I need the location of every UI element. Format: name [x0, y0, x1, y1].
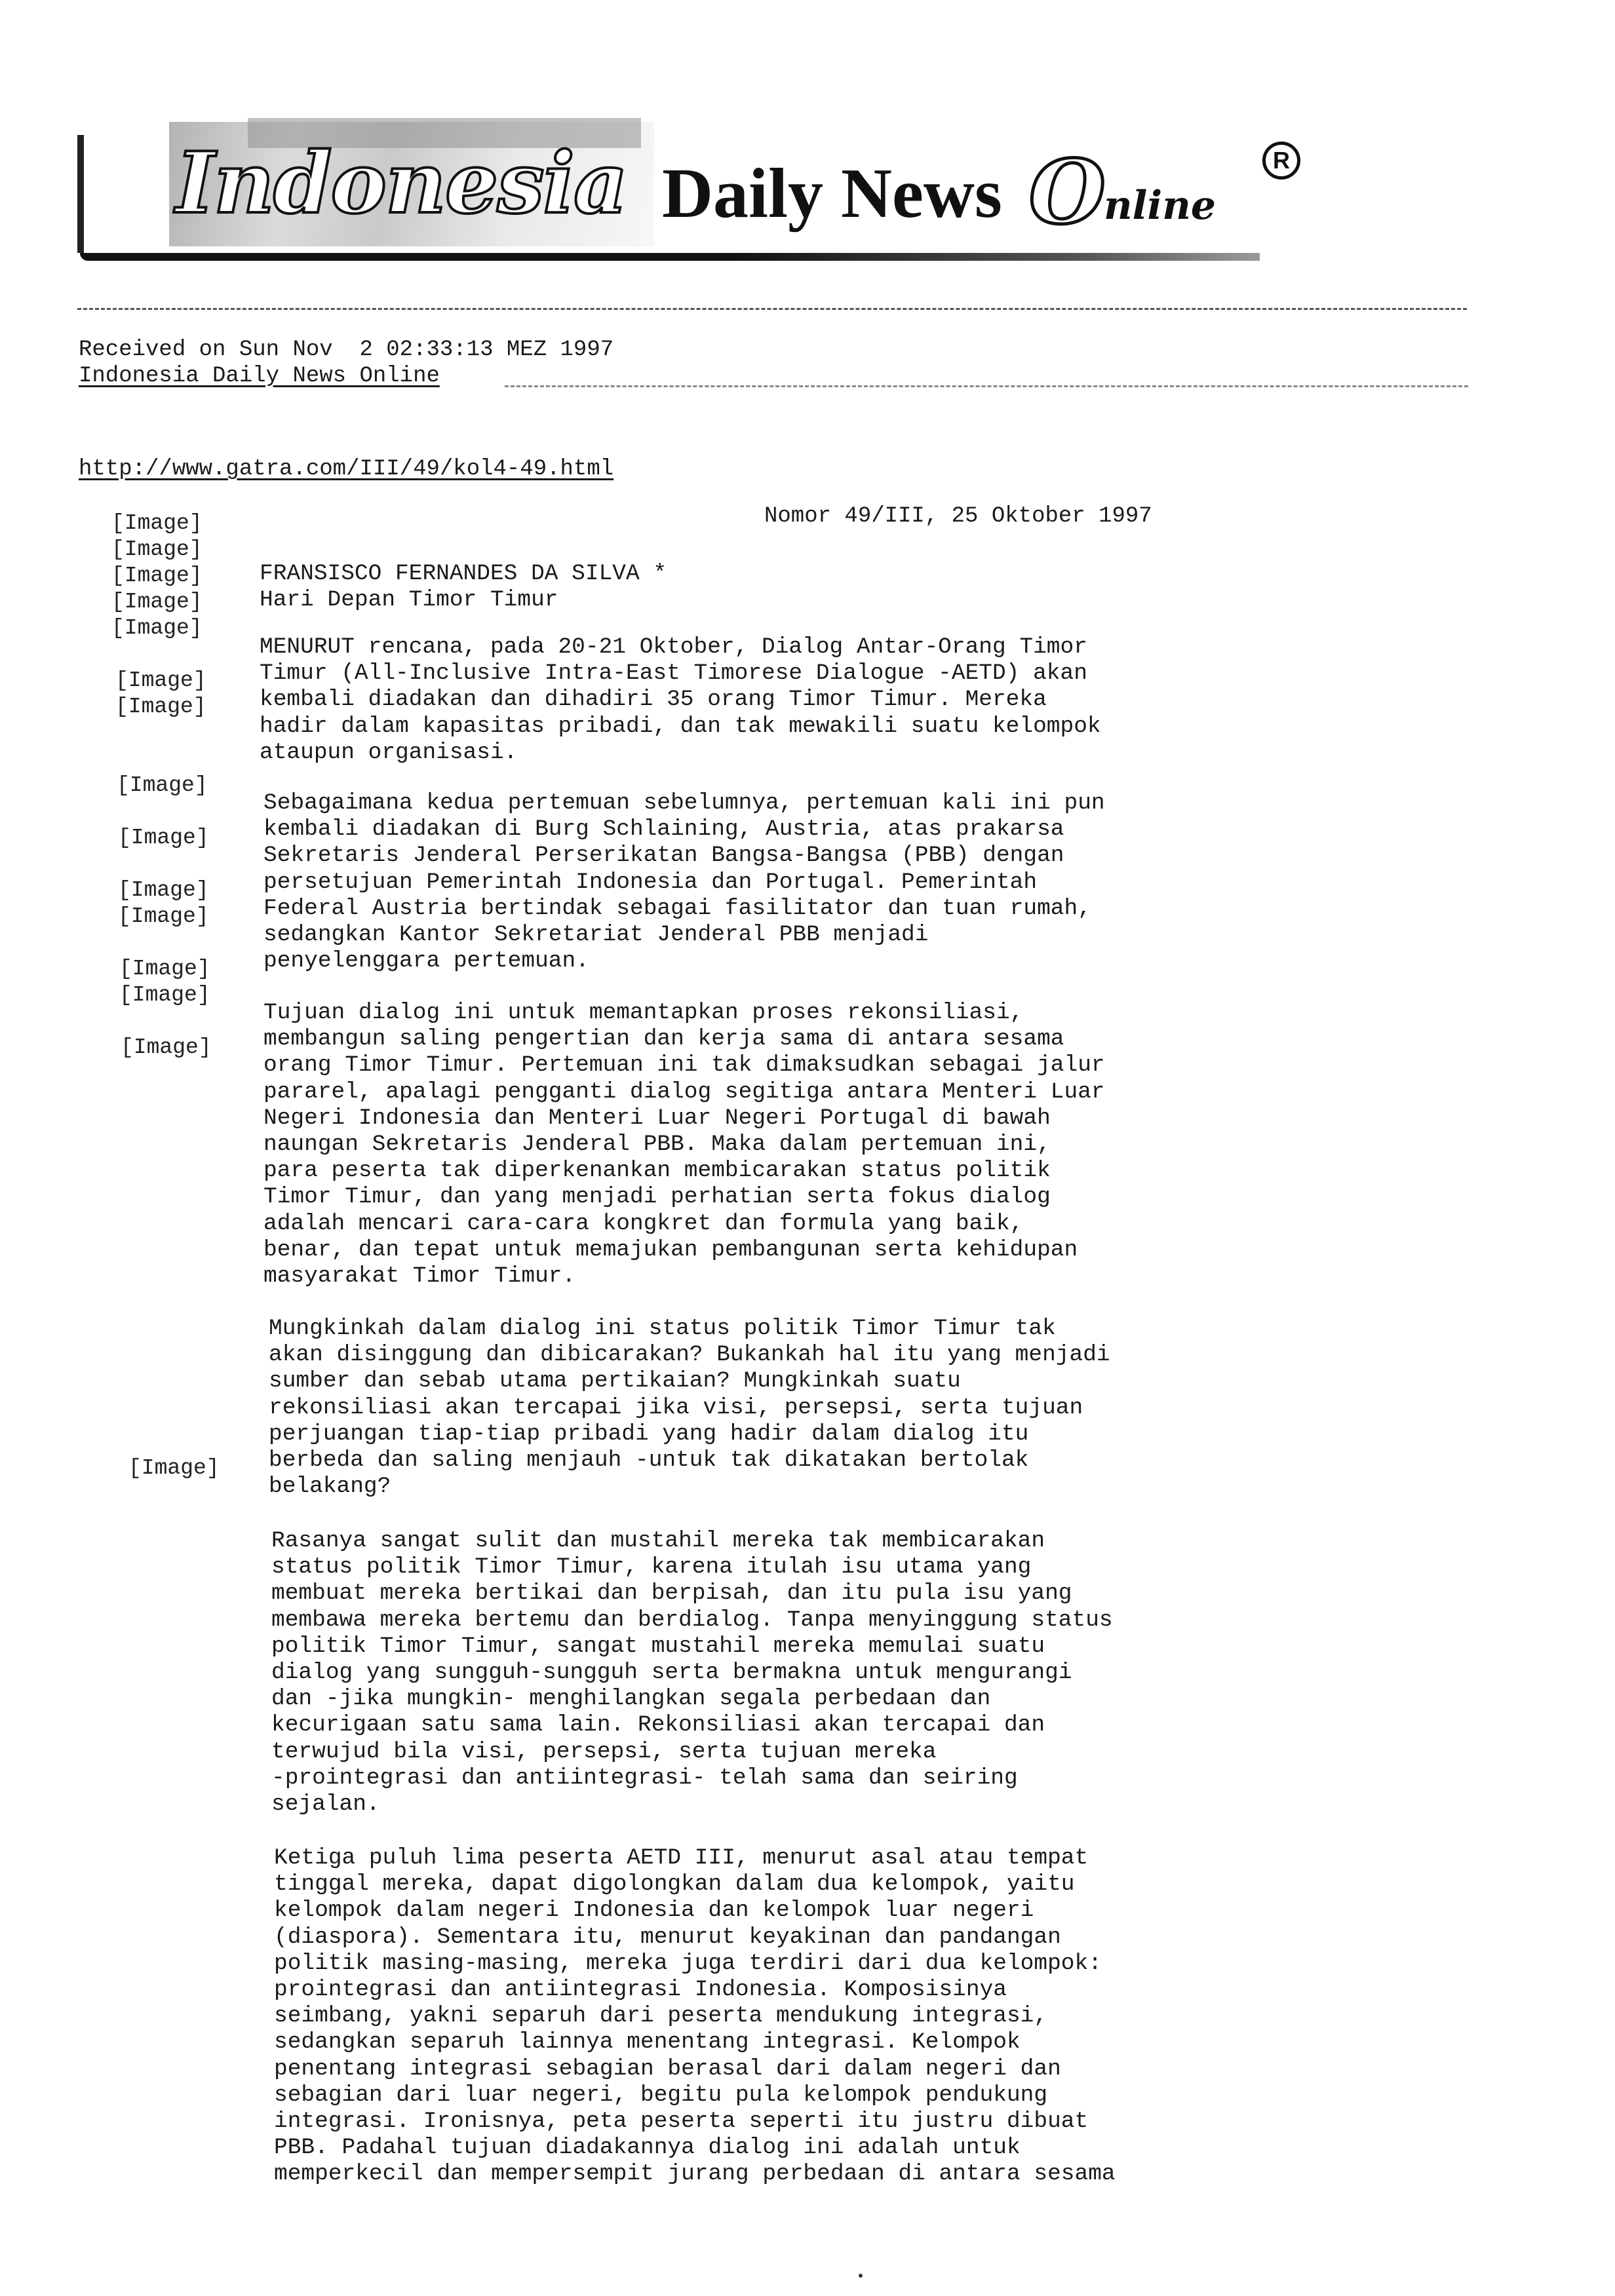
masthead-bracket	[77, 135, 84, 253]
page-mark	[859, 2274, 863, 2278]
masthead-logo	[77, 118, 1290, 269]
article-paragraph: Rasanya sangat sulit dan mustahil mereka tak membicarakan status politik Timor Timur, karena itulah isu utama yang membuat mereka bertikai dan berpisah, dan itu pula isu yang membawa mereka bertemu dan berdialog. Tanpa menyinggung status politik Timor Timur, sangat mustahil mereka memulai suatu dialog yang sungguh-sungguh serta bermakna untuk mengurangi dan -jika mungkin- menghilangkan segala perbedaan dan kecurigaan satu sama lain. Rekonsiliasi akan tercapai dan terwujud bila visi, persepsi, serta tujuan mereka -prointegrasi dan antiintegrasi- telah sama dan seiring sejalan.	[271, 1528, 1113, 1818]
image-placeholder[interactable]: [Image]	[118, 826, 209, 850]
image-placeholder[interactable]: [Image]	[121, 1035, 212, 1060]
article-author: FRANSISCO FERNANDES DA SILVA *	[260, 561, 667, 586]
article-paragraph: Tujuan dialog ini untuk memantapkan proses rekonsiliasi, membangun saling pengertian dan kerja sama di antara sesama orang Timor Timur. Pertemuan ini tak dimaksudkan sebagai jalur pararel, apalagi pengganti dialog segitiga antara Menteri Luar Negeri Indonesia dan Menteri Luar Negeri Portugal di bawah naungan Sekretaris Jenderal PBB. Maka dalam pertemuan ini, para peserta tak diperkenankan membicarakan status politik Timor Timur, dan yang menjadi perhatian serta fokus dialog adalah mencari cara-cara kongkret dan formula yang baik, benar, dan tepat untuk memajukan pembangunan serta kehidupan masyarakat Timor Timur.	[263, 1000, 1105, 1290]
article-url-link[interactable]: http://www.gatra.com/III/49/kol4-49.html	[79, 457, 614, 482]
logo-online-rest: nline	[1104, 183, 1216, 229]
image-placeholder[interactable]: [Image]	[111, 511, 203, 535]
dashed-separator-top	[77, 308, 1467, 310]
image-placeholder[interactable]: [Image]	[117, 773, 208, 797]
image-placeholder[interactable]: [Image]	[115, 695, 206, 719]
logo-indonesia-script: Indonesia	[176, 134, 627, 233]
image-placeholder[interactable]: [Image]	[119, 983, 210, 1007]
received-timestamp: Received on Sun Nov 2 02:33:13 MEZ 1997	[79, 337, 614, 362]
logo-daily-news: Daily News	[662, 155, 1002, 233]
image-placeholder[interactable]: [Image]	[128, 1456, 220, 1480]
image-placeholder[interactable]: [Image]	[111, 564, 203, 588]
image-placeholder[interactable]: [Image]	[118, 878, 209, 902]
article-paragraph: Ketiga puluh lima peserta AETD III, menurut asal atau tempat tinggal mereka, dapat digolongkan dalam dua kelompok, yaitu kelompok dalam negeri Indonesia dan kelompok luar negeri (diaspora). Sementara itu, menurut keyakinan dan pandangan politik masing-masing, mereka juga terdiri dari dua kelompok: prointegrasi dan antiintegrasi Indonesia. Komposisinya seimbang, yakni separuh dari peserta mendukung integrasi, sedangkan separuh lainnya menentang integrasi. Kelompok penentang integrasi sebagian berasal dari dalam negeri dan sebagian dari luar negeri, begitu pula kelompok pendukung integrasi. Ironisnya, peta peserta seperti itu justru dibuat PBB. Padahal tujuan diadakannya dialog ini adalah untuk memperkecil dan mempersempit jurang perbedaan di antara sesama	[274, 1845, 1116, 2187]
registered-mark-icon: R	[1262, 142, 1300, 180]
logo-online-o: O	[1029, 140, 1106, 244]
image-placeholder[interactable]: [Image]	[118, 904, 209, 928]
issue-number-date: Nomor 49/III, 25 Oktober 1997	[764, 504, 1152, 529]
image-placeholder[interactable]: [Image]	[111, 590, 203, 614]
article-paragraph: Mungkinkah dalam dialog ini status politik Timor Timur tak akan disinggung dan dibicarakan? Bukankah hal itu yang menjadi sumber dan sebab utama pertikaian? Mungkinkah suatu rekonsiliasi akan tercapai jika visi, persepsi, serta tujuan perjuangan tiap-tiap pribadi yang hadir dalam dialog itu berbeda dan saling menjauh -untuk tak dikatakan bertolak belakang?	[269, 1316, 1110, 1500]
article-paragraph: MENURUT rencana, pada 20-21 Oktober, Dialog Antar-Orang Timor Timur (All-Inclusive Intra-East Timorese Dialogue -AETD) akan kembali diadakan dan dihadiri 35 orang Timor Timur. Mereka hadir dalam kapasitas pribadi, dan tak mewakili suatu kelompok ataupun organisasi.	[260, 634, 1101, 765]
image-placeholder[interactable]: [Image]	[111, 616, 203, 640]
article-title: Hari Depan Timor Timur	[260, 587, 558, 613]
dashed-separator-header	[505, 385, 1468, 387]
image-placeholder[interactable]: [Image]	[119, 957, 210, 981]
source-name-link[interactable]: Indonesia Daily News Online	[79, 364, 440, 389]
image-placeholder[interactable]: [Image]	[115, 668, 206, 693]
image-placeholder[interactable]: [Image]	[111, 537, 203, 562]
article-paragraph: Sebagaimana kedua pertemuan sebelumnya, pertemuan kali ini pun kembali diadakan di Burg Schlaining, Austria, atas prakarsa Sekretaris Jenderal Perserikatan Bangsa-Bangsa (PBB) dengan persetujuan Pemerintah Indonesia dan Portugal. Pemerintah Federal Austria bertindak sebagai fasilitator dan tuan rumah, sedangkan Kantor Sekretariat Jenderal PBB menjadi penyelenggara pertemuan.	[263, 790, 1105, 974]
masthead-underline	[80, 253, 1260, 261]
